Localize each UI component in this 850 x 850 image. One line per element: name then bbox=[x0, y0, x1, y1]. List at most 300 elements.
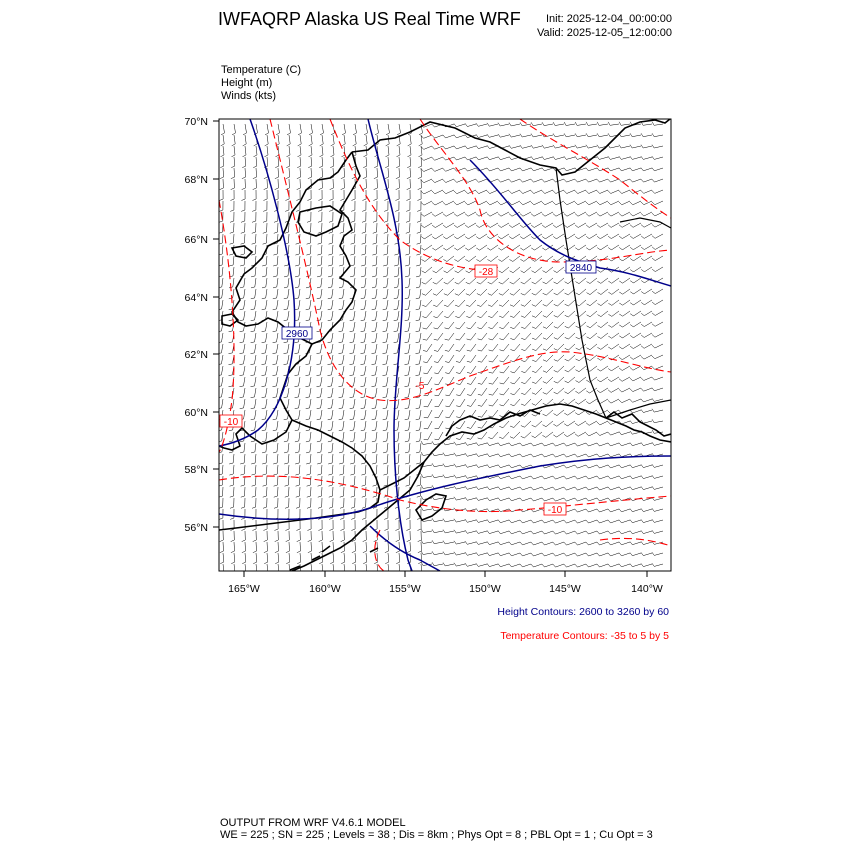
wind-barb bbox=[521, 300, 531, 306]
wind-barb bbox=[630, 443, 641, 446]
wind-barb bbox=[383, 443, 388, 453]
wind-barb bbox=[317, 245, 322, 255]
wind-barb bbox=[328, 410, 333, 420]
wind-barb bbox=[641, 179, 652, 182]
wind-barb bbox=[317, 278, 322, 288]
wind-barb bbox=[407, 542, 411, 553]
wind-barb bbox=[328, 465, 333, 475]
wind-barb bbox=[454, 157, 465, 160]
wind-barb bbox=[652, 212, 663, 216]
wind-barb bbox=[416, 300, 421, 310]
wind-barb bbox=[652, 442, 663, 445]
temp-label-gulf: -10 bbox=[547, 505, 563, 516]
wind-barb bbox=[351, 234, 355, 244]
wind-barb bbox=[386, 135, 390, 146]
wind-barb bbox=[350, 465, 355, 475]
wind-barb bbox=[608, 201, 619, 205]
wind-barb bbox=[641, 156, 652, 159]
wind-barb bbox=[553, 156, 564, 159]
wind-barb bbox=[619, 333, 630, 338]
wind-barb bbox=[630, 476, 641, 479]
wind-barb bbox=[350, 421, 355, 431]
lat-tick-58: 58°N bbox=[184, 464, 208, 476]
wind-barb bbox=[467, 377, 476, 384]
wind-barb bbox=[419, 135, 423, 146]
wind-barb bbox=[251, 366, 257, 376]
wind-barb bbox=[306, 410, 311, 420]
wind-barb bbox=[543, 311, 553, 317]
wind-barb bbox=[487, 486, 498, 489]
wind-barb bbox=[416, 311, 421, 321]
wind-barb bbox=[498, 134, 509, 137]
wind-barb bbox=[328, 289, 333, 299]
wind-barb bbox=[608, 487, 619, 490]
wind-barb bbox=[297, 542, 301, 553]
wind-barb bbox=[531, 156, 542, 159]
wind-barb bbox=[521, 388, 531, 395]
wind-barb bbox=[352, 542, 356, 553]
wind-barb bbox=[565, 377, 575, 383]
wind-barb bbox=[454, 135, 465, 138]
wind-barb bbox=[372, 300, 377, 310]
wind-barb bbox=[586, 377, 597, 382]
wind-barb bbox=[554, 311, 564, 317]
wind-barb bbox=[575, 454, 586, 457]
wind-barb bbox=[608, 454, 619, 457]
wind-barb bbox=[320, 146, 324, 157]
wind-barb bbox=[230, 487, 234, 497]
wind-barb bbox=[394, 267, 399, 277]
wind-barb bbox=[498, 168, 509, 171]
wind-barb bbox=[383, 377, 389, 387]
wind-barb bbox=[543, 278, 553, 284]
wind-barb bbox=[608, 190, 619, 194]
wind-barb bbox=[396, 179, 400, 190]
wind-barb bbox=[384, 520, 388, 531]
wind-barb bbox=[435, 421, 443, 429]
wind-barb bbox=[317, 366, 323, 376]
wind-barb bbox=[498, 520, 509, 523]
wind-barb bbox=[374, 564, 378, 575]
wind-barb bbox=[432, 463, 443, 466]
wind-barb bbox=[361, 377, 367, 387]
wind-barb bbox=[416, 410, 421, 420]
wind-barb bbox=[564, 498, 575, 501]
wind-barb bbox=[554, 267, 565, 273]
wind-barb bbox=[275, 168, 279, 179]
wind-barb bbox=[520, 564, 531, 567]
wind-barb bbox=[406, 509, 410, 519]
wind-barb bbox=[308, 168, 312, 179]
wind-barb bbox=[254, 146, 258, 157]
wind-barb bbox=[362, 201, 366, 211]
wind-barb bbox=[231, 553, 235, 564]
wind-barb bbox=[520, 212, 531, 216]
wind-barb bbox=[608, 212, 619, 216]
wind-barb bbox=[509, 542, 520, 545]
wind-barb bbox=[405, 421, 410, 431]
wind-barb bbox=[630, 377, 641, 381]
wind-barb bbox=[641, 267, 652, 272]
wind-barb bbox=[498, 465, 509, 468]
wind-barb bbox=[287, 124, 291, 135]
wind-barb bbox=[630, 300, 641, 305]
wind-barb bbox=[630, 531, 641, 534]
wind-barb bbox=[309, 146, 313, 157]
wind-barb bbox=[395, 520, 399, 531]
wind-barb bbox=[263, 212, 267, 222]
wind-barb bbox=[554, 278, 564, 284]
wind-barb bbox=[575, 388, 586, 393]
wind-barb bbox=[273, 377, 279, 387]
wind-barb bbox=[652, 190, 663, 193]
wind-barb bbox=[575, 520, 586, 523]
wind-barb bbox=[509, 234, 520, 239]
wind-barb bbox=[543, 322, 553, 328]
wind-barb bbox=[243, 124, 247, 135]
wind-barb bbox=[641, 234, 652, 238]
wind-barb bbox=[394, 311, 399, 321]
wind-barb bbox=[384, 476, 388, 486]
wind-barb bbox=[435, 410, 443, 418]
wind-barb bbox=[298, 124, 302, 135]
wind-barb bbox=[273, 256, 278, 266]
wind-barb bbox=[489, 388, 498, 395]
wind-barb bbox=[521, 377, 531, 384]
wind-barb bbox=[608, 531, 619, 534]
wind-barb bbox=[230, 212, 234, 222]
wind-barb bbox=[652, 409, 663, 412]
wind-barb bbox=[308, 531, 312, 542]
wind-barb bbox=[318, 223, 322, 233]
wind-barb bbox=[575, 564, 586, 567]
wind-barb bbox=[273, 311, 278, 321]
wind-barb bbox=[418, 168, 422, 179]
wind-barb bbox=[564, 410, 575, 415]
wind-barb bbox=[417, 234, 421, 244]
wind-barb bbox=[361, 443, 366, 453]
wind-barb bbox=[308, 542, 312, 553]
wind-barb bbox=[232, 135, 236, 146]
wind-barb bbox=[295, 454, 300, 464]
wind-barb bbox=[542, 432, 553, 437]
wind-barb bbox=[421, 485, 432, 488]
wind-barb bbox=[328, 245, 333, 255]
wind-barb bbox=[405, 454, 410, 464]
wind-barb bbox=[416, 333, 421, 343]
wind-barb bbox=[330, 157, 334, 168]
wind-barb bbox=[242, 179, 246, 190]
wind-barb bbox=[241, 201, 245, 211]
wind-barb bbox=[328, 300, 333, 310]
wind-barb bbox=[232, 124, 236, 135]
wind-barb bbox=[454, 245, 465, 250]
wind-barb bbox=[630, 289, 641, 294]
wind-barb bbox=[273, 278, 278, 288]
wind-barb bbox=[608, 179, 619, 182]
wind-barb bbox=[553, 245, 564, 250]
wind-barb bbox=[350, 355, 356, 365]
wind-barb bbox=[422, 300, 432, 307]
wind-barb bbox=[619, 156, 630, 159]
wind-barb bbox=[252, 223, 256, 233]
wind-barb bbox=[553, 443, 564, 446]
wind-barb bbox=[318, 498, 322, 508]
wind-barb bbox=[586, 133, 597, 136]
wind-barb bbox=[510, 278, 520, 284]
wind-barb bbox=[317, 355, 323, 365]
wind-barb bbox=[396, 157, 400, 168]
wind-barb bbox=[329, 498, 333, 508]
wind-barb bbox=[363, 179, 367, 190]
wind-barb bbox=[597, 223, 608, 227]
wind-barb bbox=[500, 344, 510, 351]
wind-barb bbox=[619, 311, 630, 316]
wind-barb bbox=[597, 344, 608, 349]
wind-barb bbox=[295, 344, 301, 354]
wind-barb bbox=[418, 542, 422, 553]
wind-barb bbox=[564, 487, 575, 490]
wind-barb bbox=[361, 465, 366, 475]
wind-barb bbox=[220, 542, 224, 553]
wind-barb bbox=[630, 509, 641, 512]
wind-barb bbox=[586, 476, 597, 479]
wind-barb bbox=[273, 465, 278, 475]
wind-barb bbox=[564, 443, 575, 446]
wind-barb bbox=[454, 541, 465, 544]
wind-barb bbox=[372, 355, 378, 365]
wind-barb bbox=[361, 410, 366, 420]
wind-barb bbox=[339, 333, 344, 343]
wind-barb bbox=[229, 256, 234, 266]
wind-barb bbox=[405, 333, 410, 343]
wind-barb bbox=[330, 553, 334, 564]
wind-barb bbox=[372, 410, 377, 420]
lon-tick-165: 165°W bbox=[228, 583, 260, 595]
wind-barb bbox=[328, 421, 333, 431]
coast-nunivak bbox=[222, 314, 238, 326]
wind-barb bbox=[251, 421, 256, 431]
field-temperature: Temperature (C) bbox=[221, 64, 302, 76]
wind-barb bbox=[488, 311, 498, 318]
wind-barb bbox=[553, 256, 564, 261]
wind-barb bbox=[619, 179, 630, 182]
wind-barb bbox=[531, 454, 542, 457]
wind-barb bbox=[443, 453, 454, 456]
wind-barb bbox=[465, 146, 476, 149]
wind-barb bbox=[386, 124, 390, 135]
height-contour-gulf bbox=[219, 456, 671, 519]
wind-barb bbox=[416, 322, 421, 332]
wind-barb bbox=[284, 388, 289, 398]
wind-barb bbox=[273, 344, 279, 354]
wind-barb bbox=[432, 201, 443, 205]
wind-barb bbox=[652, 333, 663, 337]
wind-barb bbox=[361, 366, 367, 376]
wind-barb bbox=[405, 322, 410, 332]
wind-barb bbox=[350, 454, 355, 464]
wind-barb bbox=[608, 234, 619, 239]
wind-barb bbox=[262, 432, 267, 442]
wind-barb bbox=[487, 201, 498, 205]
wind-barb bbox=[498, 476, 509, 479]
wind-barb bbox=[521, 432, 531, 438]
wind-barb bbox=[532, 421, 542, 427]
wind-barb bbox=[576, 344, 586, 350]
wind-barb bbox=[476, 157, 487, 160]
wind-barb bbox=[586, 145, 597, 148]
wind-barb bbox=[630, 333, 641, 338]
wind-barb bbox=[262, 278, 267, 288]
wind-barb bbox=[275, 553, 279, 564]
wind-barb bbox=[619, 245, 630, 250]
wind-barb bbox=[287, 135, 291, 146]
wind-barb bbox=[531, 564, 542, 567]
wind-barb bbox=[240, 443, 245, 453]
wind-barb bbox=[218, 344, 224, 354]
wind-barb bbox=[454, 519, 465, 522]
wind-barb bbox=[564, 520, 575, 523]
wind-barb bbox=[433, 289, 443, 295]
wind-barb bbox=[531, 520, 542, 523]
lon-axis bbox=[228, 571, 663, 595]
wind-barb bbox=[564, 212, 575, 216]
wind-barb bbox=[286, 168, 290, 179]
wind-barb bbox=[489, 410, 498, 417]
wind-barb bbox=[553, 553, 564, 556]
wind-barb bbox=[467, 421, 476, 428]
wind-barb bbox=[252, 212, 256, 222]
wind-barb bbox=[421, 223, 432, 228]
wind-barb bbox=[498, 564, 509, 567]
wind-barb bbox=[543, 388, 553, 394]
wind-barb bbox=[521, 322, 531, 329]
wind-barb bbox=[405, 300, 410, 310]
wind-barb bbox=[586, 498, 597, 501]
wind-barb bbox=[242, 157, 246, 168]
temperature-contour-legend: Temperature Contours: -35 to 5 by 5 bbox=[500, 630, 669, 642]
wind-barb bbox=[509, 443, 520, 446]
wind-barb bbox=[443, 541, 454, 544]
wind-barb bbox=[456, 355, 465, 362]
wind-barb bbox=[274, 498, 278, 508]
wind-barb bbox=[330, 179, 334, 190]
wind-barb bbox=[432, 179, 443, 183]
wind-barb bbox=[652, 398, 663, 401]
wind-barb bbox=[252, 487, 256, 497]
wind-barb bbox=[641, 333, 652, 338]
wind-barb bbox=[476, 530, 487, 533]
wind-barb bbox=[499, 421, 509, 428]
wind-barb bbox=[395, 190, 399, 201]
wind-barb bbox=[383, 333, 388, 343]
wind-barb bbox=[608, 333, 619, 338]
wind-barb bbox=[499, 267, 509, 273]
wind-barb bbox=[432, 135, 443, 138]
wind-barb bbox=[362, 234, 366, 244]
chart-title: IWFAQRP Alaska US Real Time WRF bbox=[218, 9, 521, 29]
wind-barb bbox=[319, 168, 323, 179]
wind-barb bbox=[265, 146, 269, 157]
wind-barb bbox=[424, 421, 432, 429]
wind-barb bbox=[476, 190, 487, 194]
wind-barb bbox=[284, 465, 289, 475]
wind-barb bbox=[416, 256, 421, 266]
wind-barb bbox=[509, 179, 520, 182]
wind-barb bbox=[306, 245, 311, 255]
wind-barb bbox=[455, 300, 465, 307]
wind-barb bbox=[364, 146, 368, 157]
wind-barb bbox=[445, 410, 454, 418]
wind-barb bbox=[587, 311, 597, 317]
wind-barb bbox=[520, 201, 531, 205]
wind-barb bbox=[531, 498, 542, 501]
wind-barb bbox=[306, 432, 311, 442]
wind-barb bbox=[641, 256, 652, 261]
wind-barb bbox=[263, 201, 267, 211]
wind-barb bbox=[520, 487, 531, 490]
wind-barb bbox=[586, 542, 597, 545]
wind-barb bbox=[478, 344, 487, 351]
model-footer: OUTPUT FROM WRF V4.6.1 MODEL bbox=[220, 817, 406, 829]
wind-barb bbox=[553, 432, 564, 437]
wind-barb bbox=[456, 333, 465, 340]
wind-barb bbox=[444, 300, 454, 307]
wind-barb bbox=[553, 542, 564, 545]
wind-barb bbox=[362, 498, 366, 508]
wind-barb bbox=[241, 476, 245, 486]
wind-barb bbox=[531, 179, 542, 182]
wind-barb bbox=[477, 278, 487, 284]
wind-barb bbox=[510, 377, 520, 384]
wind-barb bbox=[598, 333, 609, 339]
wind-barb bbox=[372, 421, 377, 431]
wind-barb bbox=[467, 355, 476, 362]
wind-barb bbox=[652, 133, 663, 136]
wind-barb bbox=[531, 168, 542, 171]
wind-barb bbox=[467, 322, 477, 329]
wind-barb bbox=[619, 542, 630, 545]
wind-barb bbox=[564, 245, 575, 250]
wind-barb bbox=[383, 322, 388, 332]
wind-barb bbox=[394, 322, 399, 332]
wind-barb bbox=[407, 179, 411, 190]
wind-barb bbox=[509, 531, 520, 534]
wind-barb bbox=[587, 333, 597, 339]
wind-barb bbox=[374, 179, 378, 190]
wind-barb bbox=[630, 133, 641, 136]
wind-barb bbox=[521, 289, 531, 295]
temp-label-central: -5 bbox=[415, 381, 425, 392]
wind-barb bbox=[352, 553, 356, 564]
wind-barb bbox=[553, 465, 564, 468]
wind-barb bbox=[264, 179, 268, 190]
wind-barb bbox=[443, 201, 454, 205]
wind-barb bbox=[575, 201, 586, 205]
wind-barb bbox=[598, 300, 609, 306]
wind-barb bbox=[308, 564, 312, 575]
wind-barb bbox=[652, 267, 663, 272]
wind-barb bbox=[445, 344, 454, 351]
wind-barb bbox=[608, 509, 619, 512]
wind-barb bbox=[630, 399, 641, 402]
wind-barb bbox=[454, 475, 465, 478]
wind-barb bbox=[641, 399, 652, 402]
wind-barb bbox=[467, 388, 476, 396]
wind-barb bbox=[319, 531, 323, 542]
wind-barb bbox=[287, 146, 291, 157]
wind-barb bbox=[641, 344, 652, 348]
